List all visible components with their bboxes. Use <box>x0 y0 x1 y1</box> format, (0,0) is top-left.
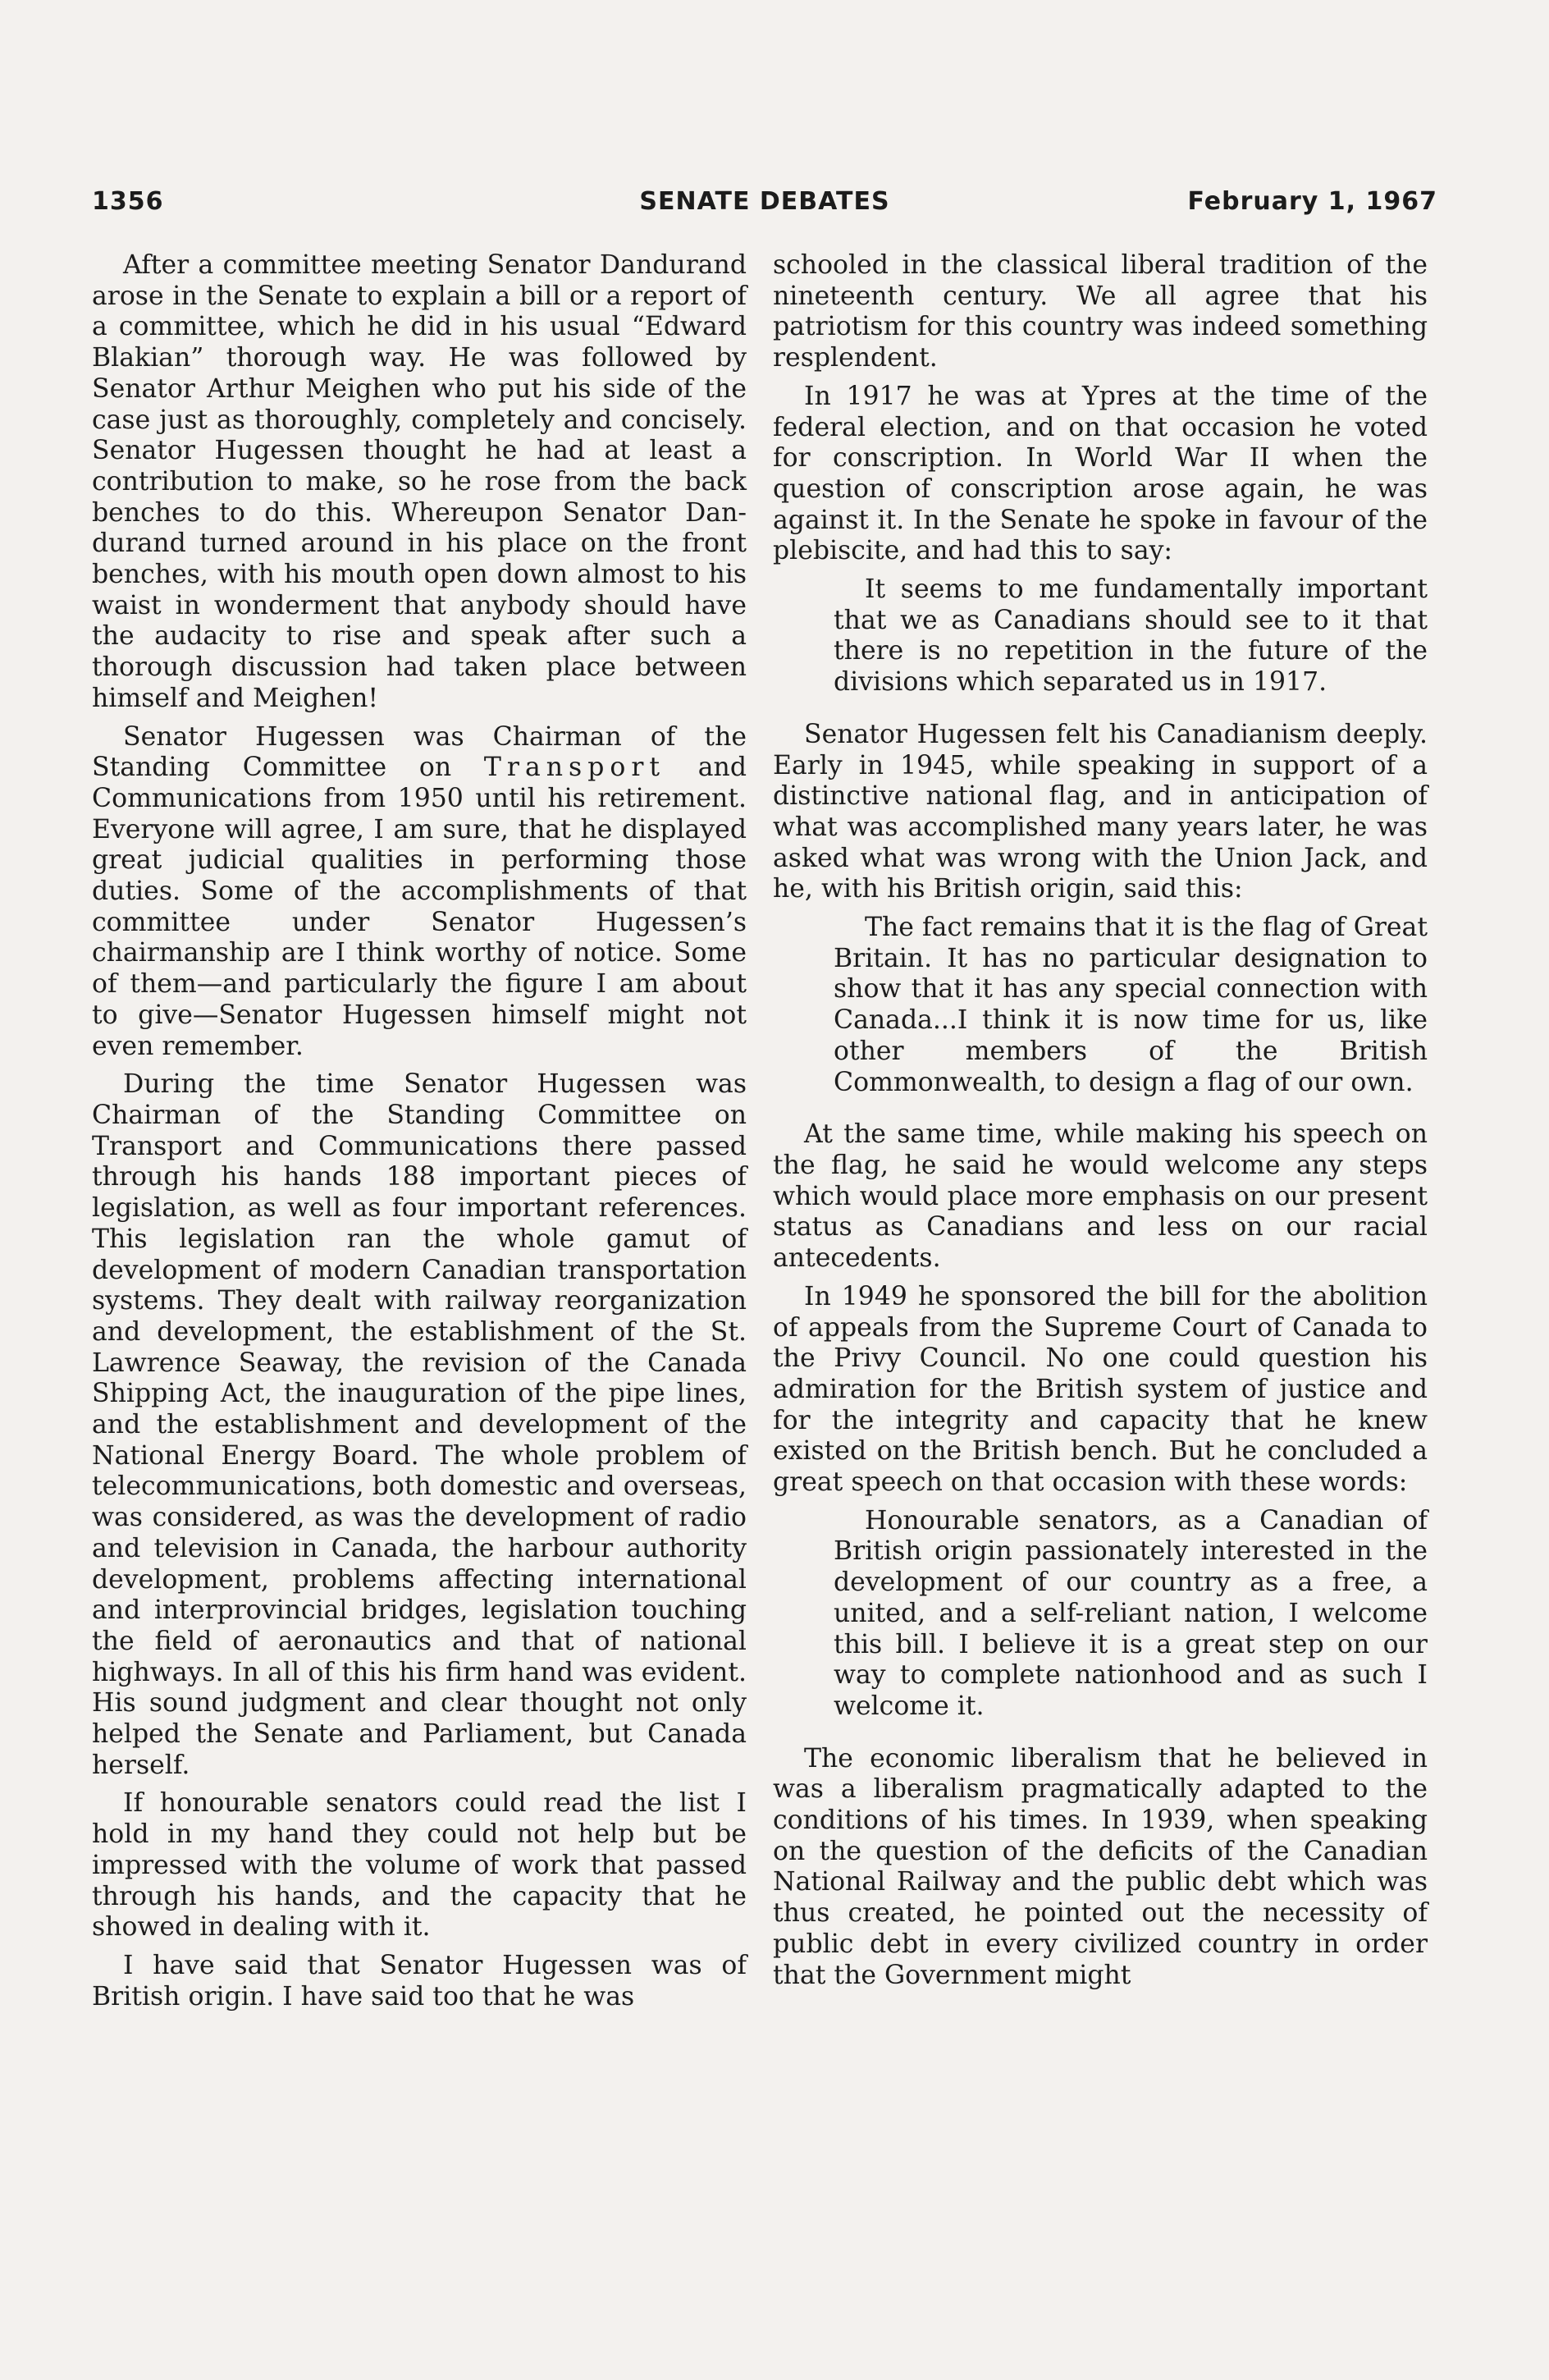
paragraph: In 1917 he was at Ypres at the time of the federal election, and on that occasion he voted for conscription. In World War II when the question of conscription arose again, he was against it. In the Senate he spoke in favour of the plebiscite, and had this to say: <box>773 381 1428 566</box>
text-run: Senator Hugessen was Chairman of the Standing Committee on <box>92 721 747 783</box>
paragraph: In 1949 he sponsored the bill for the abolition of appeals from the Supreme Court of Canada to the Privy Council. No one could question his admiration for the British system of justice and for the integrity and capacity that he knew existed on the British bench. But he concluded a great speech on that occasion with these words: <box>773 1281 1428 1498</box>
issue-date: February 1, 1967 <box>1187 187 1437 216</box>
paragraph: If honourable senators could read the list I hold in my hand they could not help but be impressed with the volume of work that passed through his hands, and the capacity that he showed in dealing with it. <box>92 1788 747 1943</box>
publication-title: SENATE DEBATES <box>639 187 890 216</box>
page-header <box>92 181 1437 222</box>
spaced-word: Transport <box>483 753 666 783</box>
text-run: and Communications from 1950 until his retirement. Everyone will agree, I am sure, that he displayed great judicial qualities in performing those duties. Some of the accomplishments of that committee under Senator Hugessen’s chairmanship are I think worthy of notice. Some of them—and particularly the figure I am about to give—Senator Hugessen himself might not even remember. <box>92 753 747 1061</box>
block-quote: Honourable senators, as a Canadian of British origin passionately interested in the development of our country as a free, a united, and a self-reliant nation, I welcome this bill. I believe it is a great step on our way to complete nationhood and as such I welcome it. <box>834 1505 1428 1721</box>
right-column <box>773 250 1428 1998</box>
paragraph <box>92 722 747 1063</box>
paragraph: At the same time, while making his speech on the flag, he said he would welcome any steps which would place more emphasis on our present status as Canadians and less on our racial antecedents. <box>773 1119 1428 1274</box>
paragraph: Senator Hugessen felt his Canadianism deeply. Early in 1945, while speaking in support of a distinctive national flag, and in anticipation of what was accomplished many years later, he was asked what was wrong with the Union Jack, and he, with his British origin, said this: <box>773 719 1428 904</box>
block-quote: The fact remains that it is the flag of Great Britain. It has no particular designation to show that it has any special connection with Canada...I think it is now time for us, like other members of the British Commonwealth, to design a flag of our own. <box>834 913 1428 1097</box>
paragraph: The economic liberalism that he believed in was a liberalism pragmatically adapted to the conditions of his times. In 1939, when speaking on the question of the deficits of the Canadian National Railway and the public debt which was thus created, he pointed out the necessity of public debt in every civilized country in order that the Government might <box>773 1743 1428 1990</box>
paragraph: During the time Senator Hugessen was Chairman of the Standing Committee on Transport and Communications there passed through his hands 188 important pieces of legislation, as well as four important references. This legislation ran the whole gamut of development of modern Canadian transportation systems. They dealt with railway reorganization and development, the establishment of the St. Lawrence Seaway, the revision of the Canada Shipping Act, the inauguration of the pipe lines, and the establishment and development of the National Energy Board. The whole problem of telecommunications, both domestic and overseas, was considered, as was the development of radio and television in Canada, the harbour authority development, problems affecting international and interprovincial bridges, legislation touching the field of aeronautics and that of national highways. In all of this his firm hand was evident. His sound judgment and clear thought not only helped the Senate and Parliament, but Canada herself. <box>92 1069 747 1780</box>
paragraph: schooled in the classical liberal tradition of the nineteenth century. We all agree that his patriotism for this country was indeed something resplendent. <box>773 250 1428 373</box>
paragraph: After a committee meeting Senator Dandurand arose in the Senate to explain a bill or a report of a committee, which he did in his usual “Edward Blakian” thorough way. He was followed by Senator Arthur Meighen who put his side of the case just as thoroughly, completely and concisely. Senator Hugessen thought he had at least a contribution to make, so he rose from the back benches to do this. Whereupon Senator Dandurand turned around in his place on the front benches, with his mouth open down almost to his waist in wonderment that anybody should have the audacity to rise and speak after such a thorough discussion had taken place between himself and Meighen! <box>92 250 747 713</box>
page-number: 1356 <box>92 187 164 216</box>
left-column <box>92 250 747 2020</box>
paragraph: I have said that Senator Hugessen was of British origin. I have said too that he was <box>92 1950 747 2012</box>
block-quote: It seems to me fundamentally important that we as Canadians should see to it that there is no repetition in the future of the divisions which separated us in 1917. <box>834 574 1428 698</box>
